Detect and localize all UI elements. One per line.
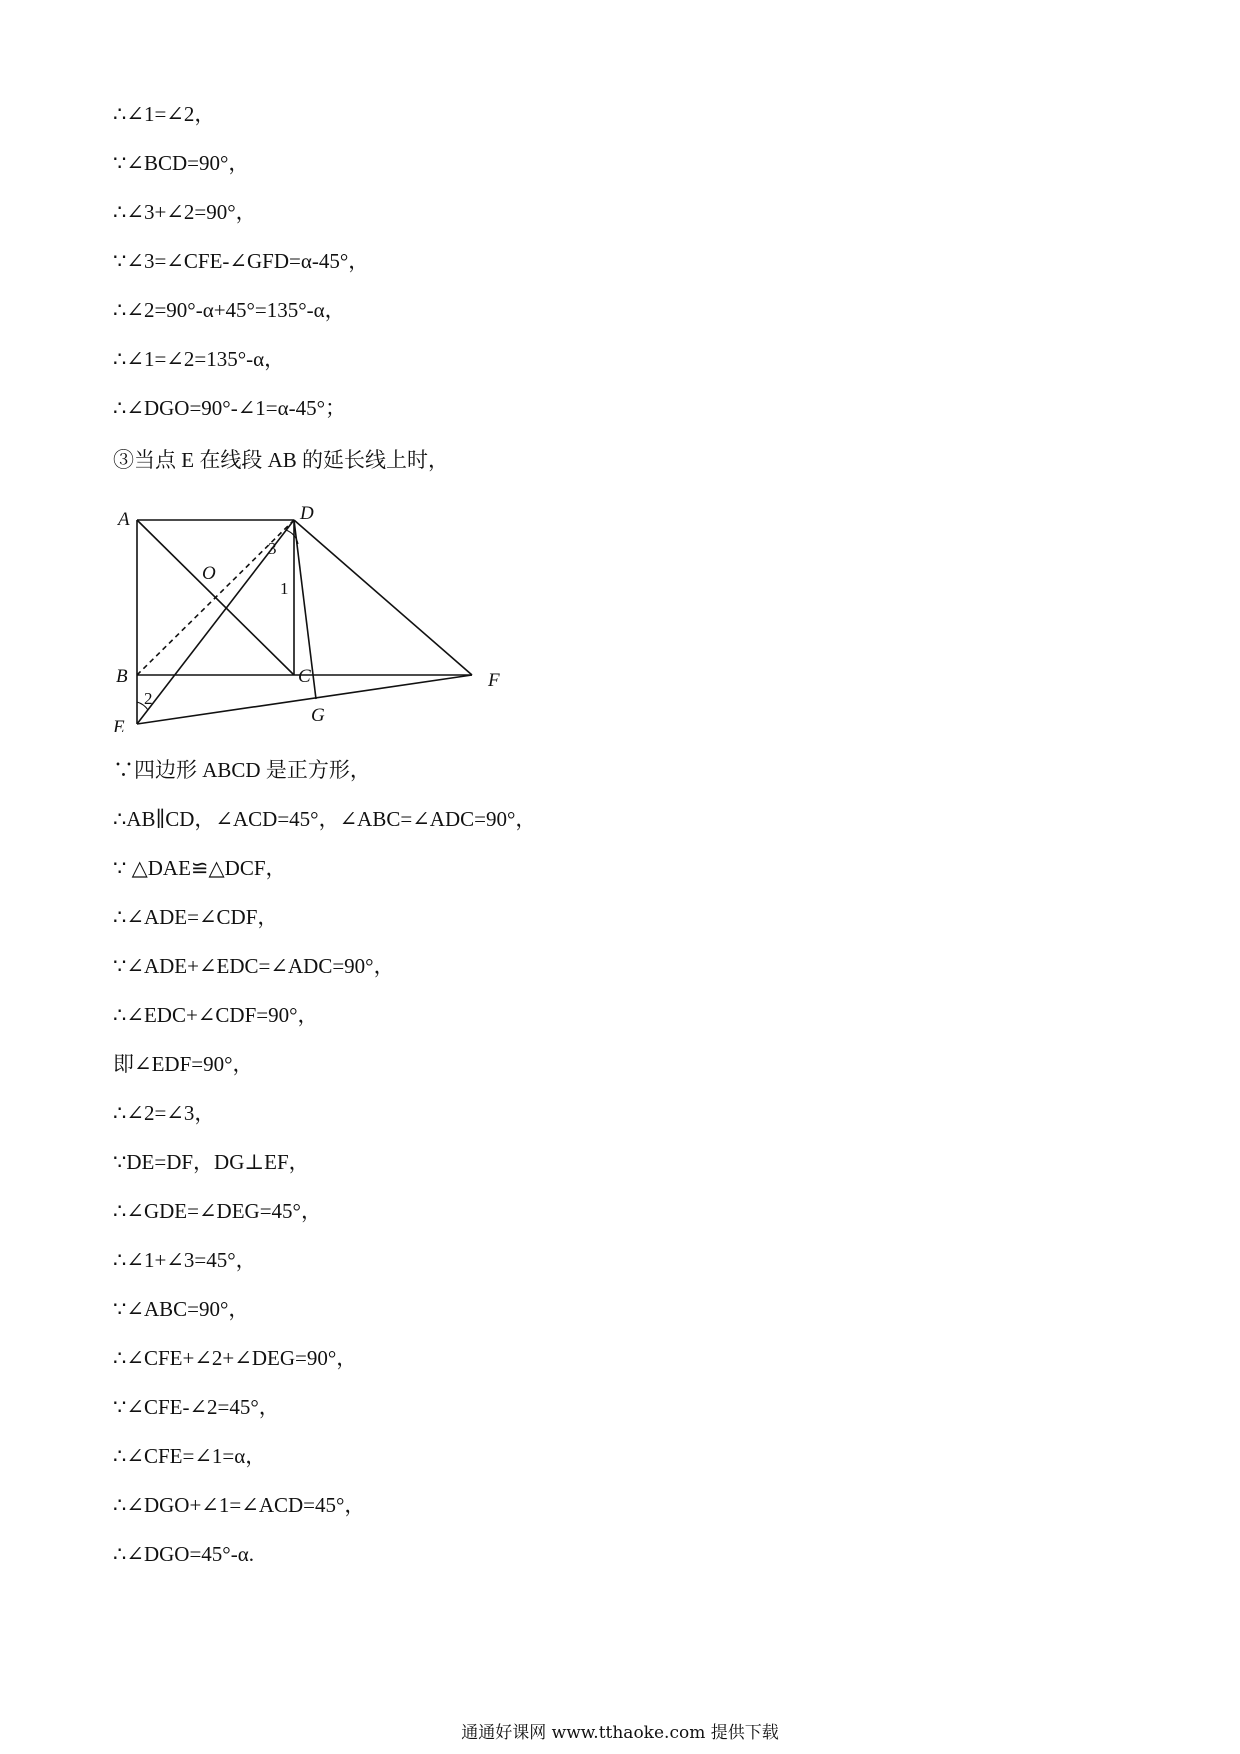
proof-line: ∵∠3=∠CFE-∠GFD=α-45°，	[113, 249, 370, 273]
proof-line: ∵∠ADE+∠EDC=∠ADC=90°，	[113, 954, 395, 978]
proof-line: ∵DE=DF，DG⊥EF，	[113, 1150, 310, 1174]
label-b: B	[116, 666, 128, 687]
page-footer: 通通好课网 www.tthaoke.com 提供下载	[461, 1723, 779, 1743]
geometry-diagram	[110, 492, 550, 732]
proof-line: ∵∠BCD=90°，	[113, 151, 250, 175]
proof-line: ∴AB∥CD，∠ACD=45°，∠ABC=∠ADC=90°，	[113, 807, 537, 831]
proof-line: ∵∠ABC=90°，	[113, 1297, 250, 1321]
proof-line: 即∠EDF=90°，	[113, 1052, 254, 1076]
proof-line: ∴∠1=∠2=135°-α，	[113, 347, 286, 371]
case-heading: ③当点 E 在线段 AB 的延长线上时，	[113, 448, 449, 472]
label-angle-1: 1	[280, 579, 289, 598]
proof-line: ∴∠DGO=90°-∠1=α-45°；	[113, 396, 347, 420]
label-c: C	[298, 666, 311, 687]
label-angle-3: 3	[268, 539, 277, 558]
proof-line: ∴∠2=90°-α+45°=135°-α，	[113, 298, 346, 322]
proof-line: ∵ △DAE≌△DCF，	[113, 856, 287, 880]
proof-line: ∴∠1+∠3=45°，	[113, 1248, 257, 1272]
proof-line: ∴∠CFE=∠1=α，	[113, 1444, 267, 1468]
proof-line: ∵∠CFE-∠2=45°，	[113, 1395, 280, 1419]
label-e: E	[113, 717, 125, 732]
geometry-figure	[110, 492, 550, 737]
proof-line: ∴∠CFE+∠2+∠DEG=90°，	[113, 1346, 358, 1370]
label-angle-2: 2	[144, 689, 153, 708]
label-a: A	[118, 509, 130, 530]
label-d: D	[300, 503, 314, 524]
segment-df	[294, 520, 472, 675]
proof-line: ∴∠ADE=∠CDF，	[113, 905, 279, 929]
proof-line: ∴∠3+∠2=90°，	[113, 200, 257, 224]
proof-line: ∴∠DGO=45°-α.	[113, 1542, 254, 1566]
label-g: G	[311, 705, 325, 726]
proof-line: ∴∠1=∠2，	[113, 102, 216, 126]
label-o: O	[202, 563, 216, 584]
proof-line: ∴∠2=∠3，	[113, 1101, 216, 1125]
proof-line: ∵四边形 ABCD 是正方形，	[113, 758, 371, 782]
label-f: F	[488, 670, 500, 691]
proof-line: ∴∠DGO+∠1=∠ACD=45°，	[113, 1493, 366, 1517]
proof-line: ∴∠EDC+∠CDF=90°，	[113, 1003, 319, 1027]
proof-line: ∴∠GDE=∠DEG=45°，	[113, 1199, 322, 1223]
